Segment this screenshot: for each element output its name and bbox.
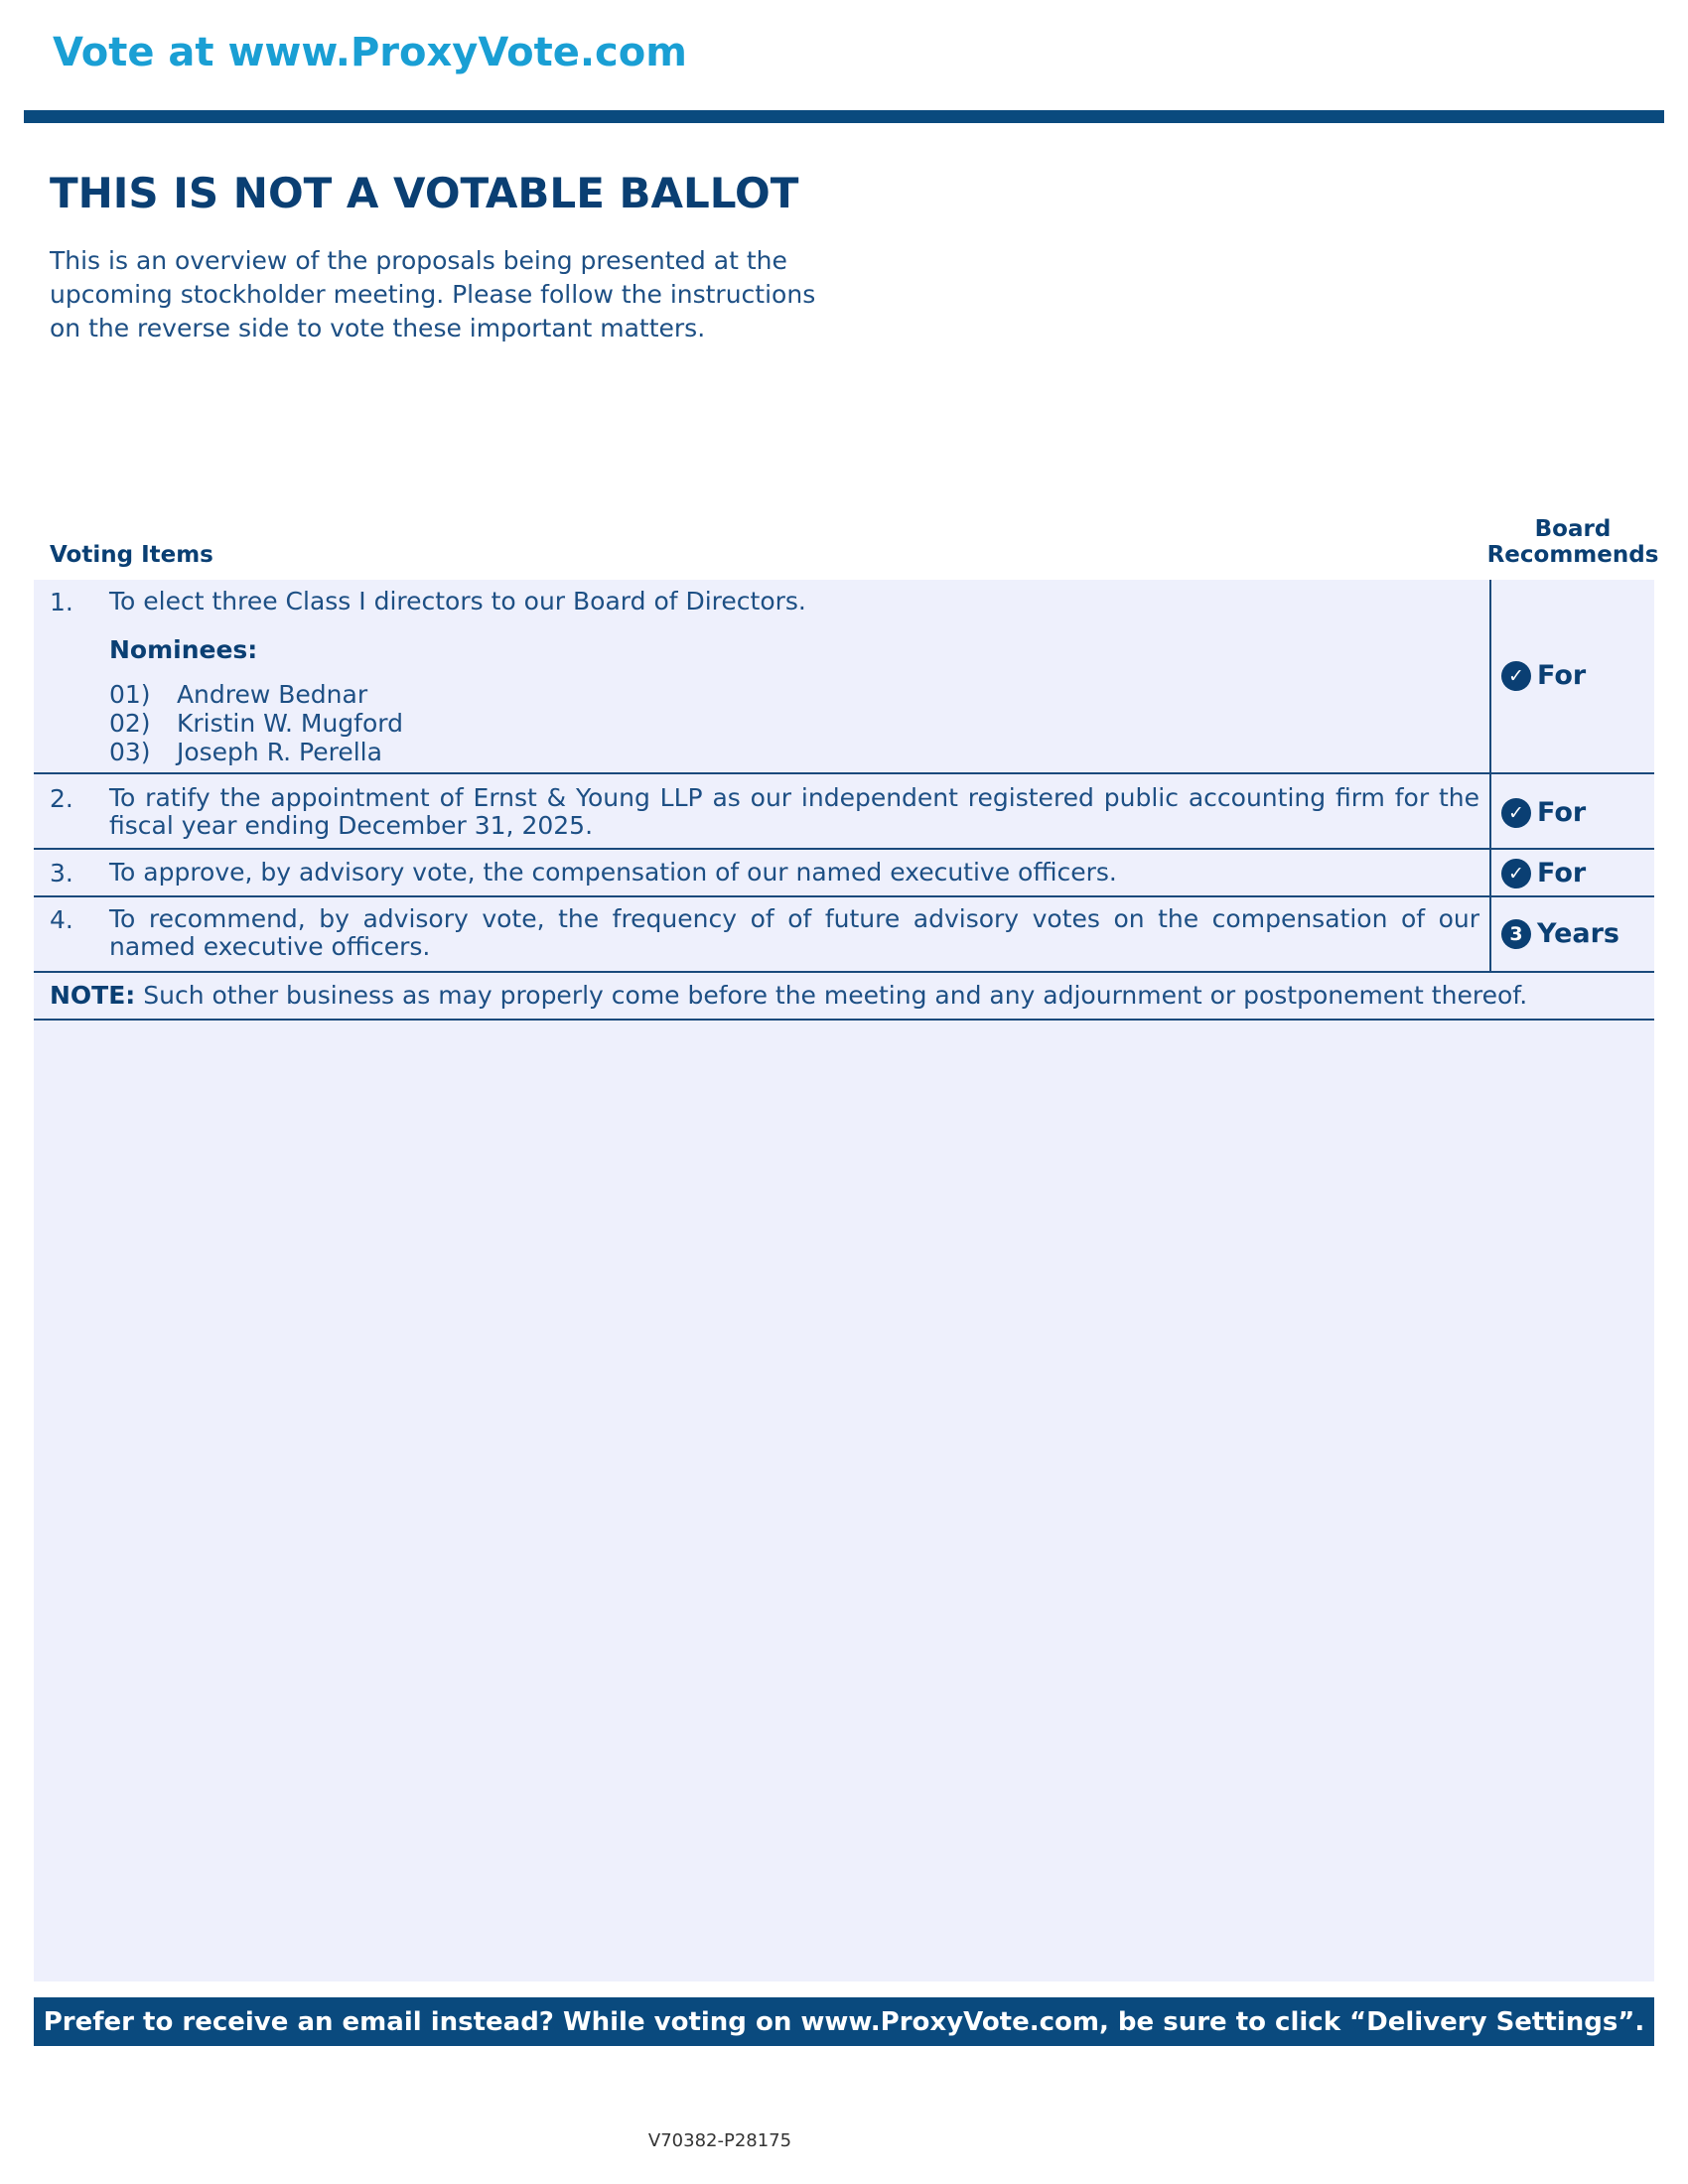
nominee-item bbox=[109, 738, 382, 766]
note bbox=[50, 981, 1527, 1010]
item-number: 2. bbox=[50, 784, 73, 813]
board-recommends-header bbox=[1483, 516, 1662, 568]
column-divider bbox=[1489, 774, 1491, 848]
nominee-code: 02) bbox=[109, 709, 151, 738]
nominee-name: Kristin W. Mugford bbox=[176, 709, 403, 738]
check-circle-icon: ✓ bbox=[1501, 798, 1531, 828]
item-number: 1. bbox=[50, 588, 73, 616]
recommendation bbox=[1501, 918, 1619, 949]
note-label: NOTE: bbox=[50, 981, 136, 1010]
page-title: THIS IS NOT A VOTABLE BALLOT bbox=[50, 169, 799, 217]
number-circle-icon: 3 bbox=[1501, 919, 1531, 949]
note-text: Such other business as may properly come before the meeting and any adjournment or postponement thereof. bbox=[135, 981, 1528, 1010]
item-text: To elect three Class I directors to our Board of Directors. bbox=[109, 587, 806, 615]
check-circle-icon: ✓ bbox=[1501, 661, 1531, 691]
nominees-label: Nominees: bbox=[109, 635, 258, 664]
nominee-item bbox=[109, 680, 367, 709]
board-header-line1: Board bbox=[1534, 516, 1612, 542]
intro-paragraph: This is an overview of the proposals being presented at the upcoming stockholder meeting. Please follow the instructions on the reverse side to vote these important matters. bbox=[50, 246, 816, 342]
item-text: To ratify the appointment of Ernst & Young LLP as our independent registered public accounting firm for the fiscal year ending December 31, 2025. bbox=[109, 783, 1479, 840]
check-circle-icon: ✓ bbox=[1501, 859, 1531, 888]
recommendation bbox=[1501, 797, 1586, 828]
delivery-settings-banner bbox=[34, 1997, 1654, 2046]
recommendation-label: For bbox=[1537, 660, 1587, 691]
recommendation-label: Years bbox=[1537, 918, 1619, 949]
recommendation bbox=[1501, 660, 1586, 691]
item-text: To approve, by advisory vote, the compensation of our named executive officers. bbox=[109, 858, 1117, 887]
brand-link[interactable]: Vote at www.ProxyVote.com bbox=[53, 30, 687, 75]
nominee-name: Andrew Bednar bbox=[176, 680, 368, 709]
item-text: To recommend, by advisory vote, the frequency of of future advisory votes on the compensation of our named executive officers. bbox=[109, 904, 1479, 961]
recommendation-label: For bbox=[1537, 858, 1587, 888]
nominee-name: Joseph R. Perella bbox=[176, 738, 382, 766]
document-code: V70382-P28175 bbox=[647, 2130, 792, 2151]
recommendation bbox=[1501, 858, 1586, 888]
item-number: 4. bbox=[50, 905, 73, 934]
voting-items-header: Voting Items bbox=[50, 542, 213, 568]
nominee-item bbox=[109, 709, 403, 738]
column-divider bbox=[1489, 850, 1491, 895]
board-header-line2: Recommends bbox=[1486, 542, 1659, 568]
column-divider bbox=[1489, 897, 1491, 971]
column-divider bbox=[1489, 580, 1491, 772]
banner-text: Prefer to receive an email instead? While voting on www.ProxyVote.com, be sure to click “Delivery Settings”. bbox=[43, 2006, 1645, 2037]
nominee-code: 03) bbox=[109, 738, 151, 766]
item-number: 3. bbox=[50, 859, 73, 887]
recommendation-label: For bbox=[1537, 797, 1587, 828]
header-rule bbox=[24, 110, 1664, 123]
nominee-code: 01) bbox=[109, 680, 151, 709]
